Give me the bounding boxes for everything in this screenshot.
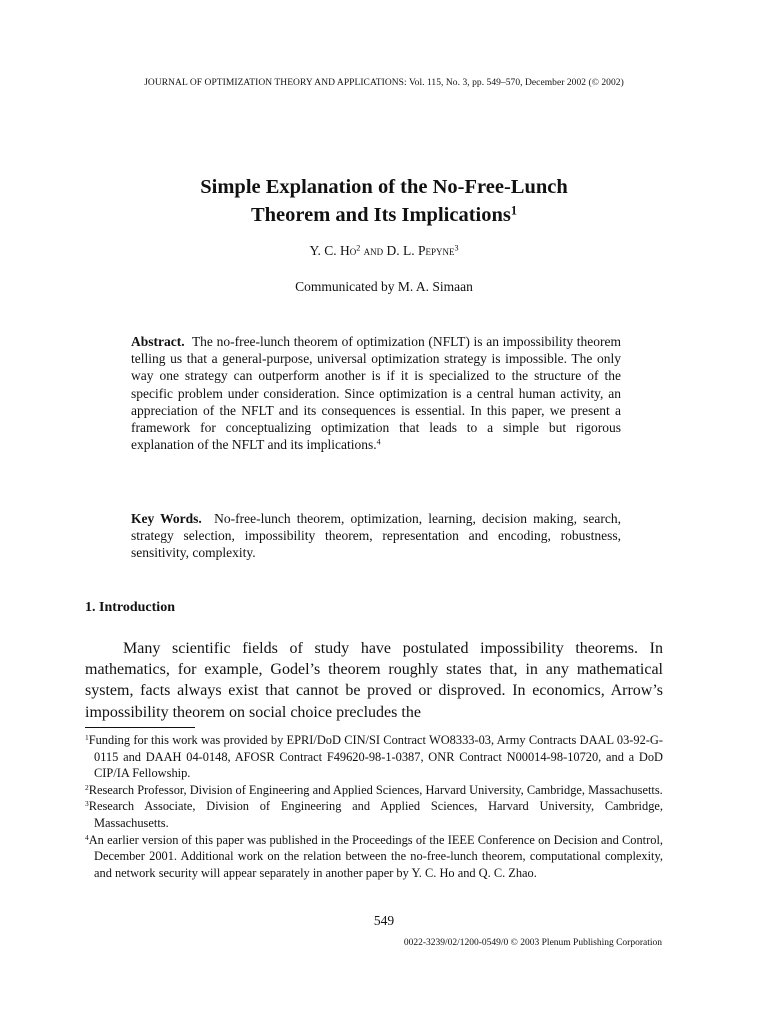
author1-surname: Ho [339, 243, 357, 258]
abstract [131, 333, 621, 453]
author1-initials: Y. C. [309, 243, 340, 258]
introduction-paragraph: Many scientific fields of study have postulated impossibility theorems. In mathematics, for example, Godel’s theorem roughly states that, in any mathematical system, facts always exist that cannot be proved or disproved. In economics, Arrow’s impossibility theorem on social choice precludes the [85, 640, 663, 721]
author2-footnote-mark: 3 [454, 243, 459, 253]
footnote-mark: 4 [85, 832, 89, 842]
footnote-4 [85, 832, 663, 882]
author2-initials: D. L. [386, 243, 418, 258]
running-head: JOURNAL OF OPTIMIZATION THEORY AND APPLICATIONS: Vol. 115, No. 3, pp. 549–570, December 2002 (© 2002) [144, 78, 624, 88]
abstract-text: The no-free-lunch theorem of optimization (NFLT) is an impossibility theorem telling us that a general-purpose, universal optimization strategy is impossible. The only way one strategy can outperform another is if it is specialized to the structure of the specific problem under consideration. Since optimization is a central human activity, an appreciation of the NFLT and its consequences is essential. In this paper, we present a framework for conceptualizing optimization that leads to a simple but rigorous explanation of the NFLT and its implications. [131, 334, 621, 453]
title-line-1: Simple Explanation of the No-Free-Lunch [200, 176, 568, 198]
footnote-text: An earlier version of this paper was published in the Proceedings of the IEEE Conference on Decision and Control, December 2001. Additional work on the relation between the no-free-lunch theorem, computational complexity, and network security will appear separately in another paper by Y. C. Ho and Q. C. Zhao. [88, 832, 663, 880]
author1-footnote-mark: 2 [356, 243, 361, 253]
author2-surname: Pepyne [418, 243, 455, 258]
paper-title [0, 173, 768, 229]
footnote-mark: 3 [85, 799, 89, 809]
abstract-label: Abstract. [131, 334, 185, 349]
title-line-2 [0, 201, 768, 229]
footnote-mark: 2 [85, 782, 89, 792]
footnote-text: Funding for this work was provided by EPRI/DoD CIN/SI Contract WO8333-03, Army Contracts DAAL 03-92-G-0115 and DAAH 04-0148, AFOSR Contract F49620-98-1-0387, ONR Contract N00014-98-10720, and a DoD CIP/IA Fellowship. [88, 733, 663, 781]
keywords-label: Key Words. [131, 511, 202, 526]
copyright-line: 0022-3239/02/1200-0549/0 © 2003 Plenum Publishing Corporation [403, 938, 662, 948]
title-footnote-mark: 1 [510, 203, 518, 218]
communicated-by: Communicated by M. A. Simaan [295, 279, 473, 294]
footnote-mark: 1 [85, 732, 89, 742]
footnote-text: Research Professor, Division of Engineering and Applied Sciences, Harvard University, Cambridge, Massachusetts. [88, 782, 663, 797]
footnotes [85, 732, 663, 881]
keywords-text: No-free-lunch theorem, optimization, learning, decision making, search, strategy selection, impossibility theorem, representation and encoding, robustness, sensitivity, complexity. [131, 511, 622, 561]
page-number: 549 [373, 913, 395, 928]
keywords [131, 510, 621, 562]
footnote-1 [85, 732, 663, 782]
footnote-divider [85, 727, 195, 728]
footnote-2 [85, 782, 663, 799]
abstract-footnote-mark: 4 [376, 437, 381, 447]
author-conjunction: and [360, 243, 387, 258]
author-line [0, 243, 768, 259]
title-line-2-text: Theorem and Its Implications [250, 204, 511, 226]
footnote-3 [85, 798, 663, 831]
section-heading: 1. Introduction [85, 600, 175, 615]
footnote-text: Research Associate, Division of Engineering and Applied Sciences, Harvard University, Cambridge, Massachusetts. [88, 799, 663, 830]
